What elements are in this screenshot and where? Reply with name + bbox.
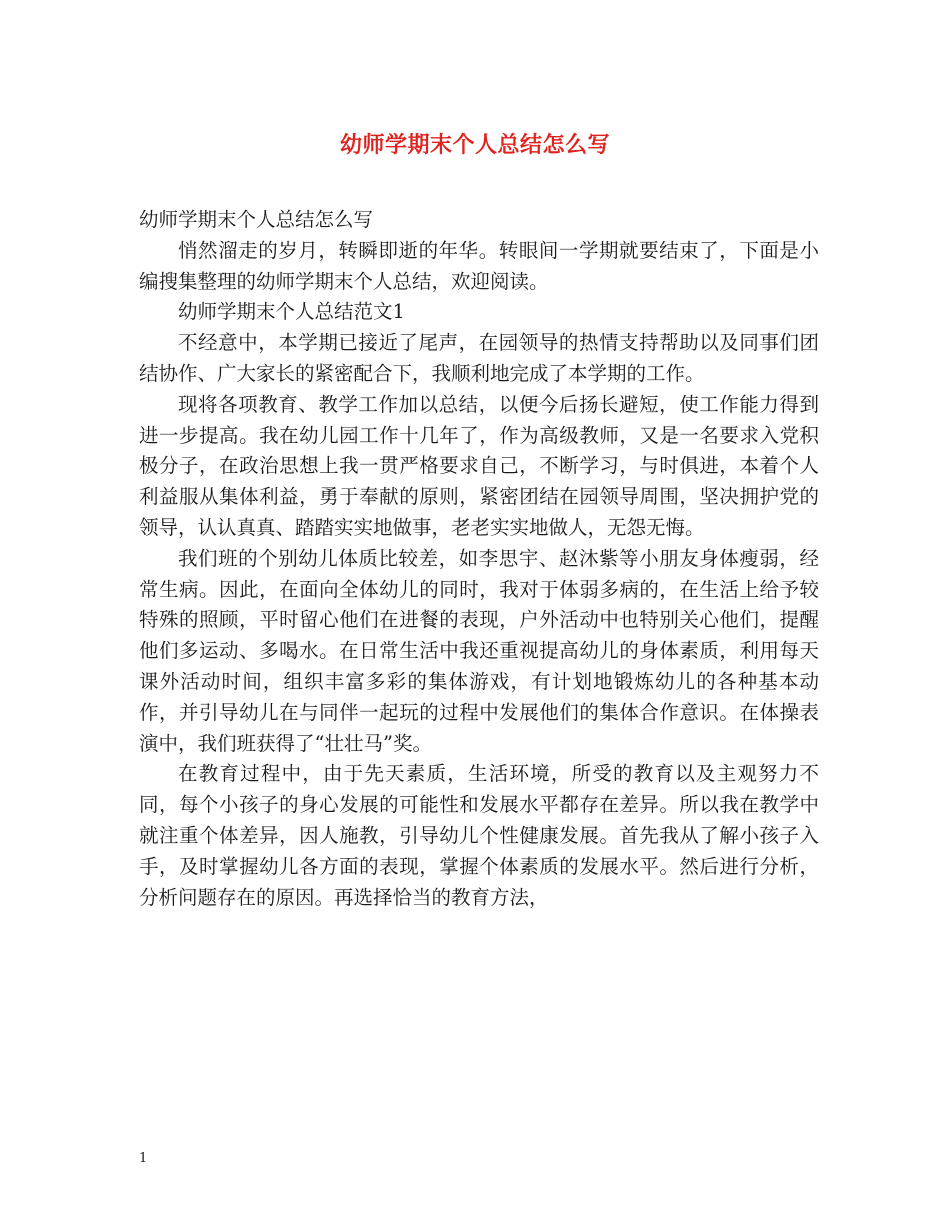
paragraph: 在教育过程中，由于先天素质，生活环境，所受的教育以及主观努力不同，每个小孩子的身心发展的可能性和发展水平都存在差异。所以我在教学中就注重个体差异，因人施教，引导幼儿个性健康发展。首先我从了解小孩子入手，及时掌握幼儿各方面的表现，掌握个体素质的发展水平。然后进行分析，分析问题存在的原因。再选择恰当的教育方法， bbox=[139, 762, 819, 909]
paragraph: 现将各项教育、教学工作加以总结，以便今后扬长避短，使工作能力得到进一步提高。我在幼儿园工作十几年了，作为高级教师，又是一名要求入党积极分子，在政治思想上我一贯严格要求自己，不断学习，与时俱进，本着个人利益服从集体利益，勇于奉献的原则，紧密团结在园领导周围，坚决拥护党的领导，认认真真、踏踏实实地做事，老老实实地做人，无怨无悔。 bbox=[139, 392, 819, 539]
paragraph: 我们班的个别幼儿体质比较差，如李思宇、赵沐紫等小朋友身体瘦弱，经常生病。因此，在面向全体幼儿的同时，我对于体弱多病的，在生活上给予较特殊的照顾，平时留心他们在进餐的表现，户外活动中也特别关心他们，提醒他们多运动、多喝水。在日常生活中我还重视提高幼儿的身体素质，利用每天课外活动时间，组织丰富多彩的集体游戏，有计划地锻炼幼儿的各种基本动作，并引导幼儿在与同伴一起玩的过程中发展他们的集体合作意识。在体操表演中，我们班获得了“壮壮马”奖。 bbox=[139, 546, 819, 755]
paragraph: 幼师学期末个人总结怎么写 bbox=[139, 208, 374, 231]
page-number: 1 bbox=[139, 1151, 148, 1166]
paragraph: 幼师学期末个人总结范文1 bbox=[178, 300, 405, 324]
document-title: 幼师学期末个人总结怎么写 bbox=[339, 132, 610, 158]
paragraph: 不经意中，本学期已接近了尾声，在园领导的热情支持帮助以及同事们团结协作、广大家长的紧密配合下，我顺利地完成了本学期的工作。 bbox=[139, 331, 819, 385]
document-body bbox=[139, 205, 819, 913]
paragraph: 悄然溜走的岁月，转瞬即逝的年华。转眼间一学期就要结束了，下面是小编搜集整理的幼师学期末个人总结，欢迎阅读。 bbox=[139, 238, 819, 293]
